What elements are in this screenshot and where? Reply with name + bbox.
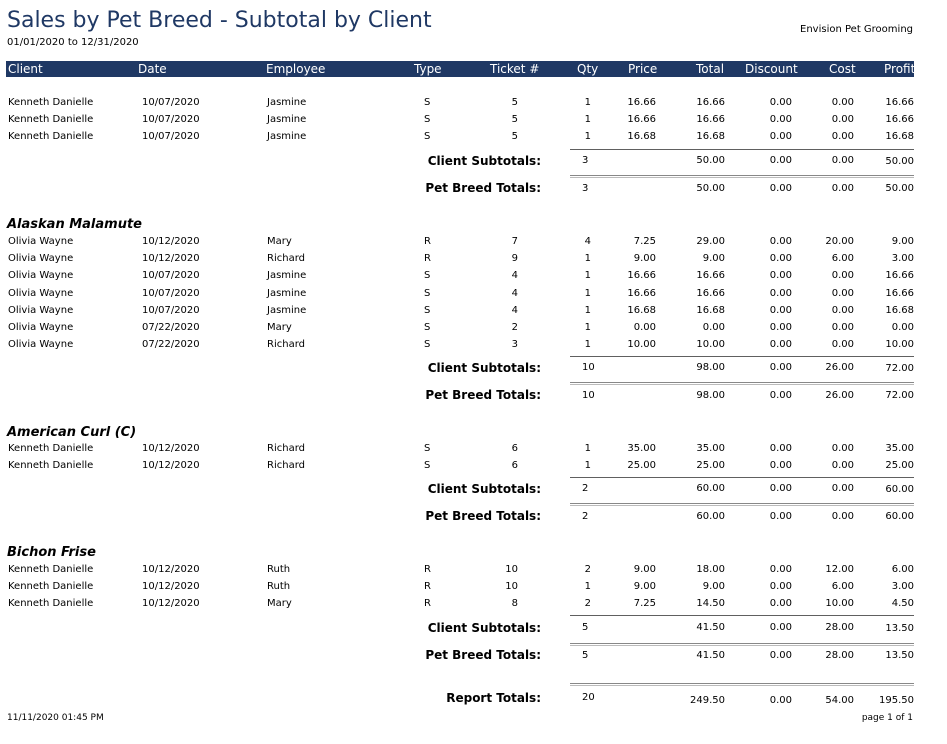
cell-client: Kenneth Danielle [8,443,94,454]
cell-type: R [424,564,431,575]
date-range: 01/01/2020 to 12/31/2020 [7,37,139,48]
cell-type: S [424,288,431,299]
cell-profit: 3.00 [891,253,914,264]
cell-profit: 16.68 [885,305,914,316]
cell-cost: 0.00 [831,288,854,299]
client-subtotals-label: Client Subtotals: [427,361,541,375]
cell-employee: Ruth [267,564,291,575]
breed-totals-label: Pet Breed Totals: [425,648,541,662]
cell-type: S [424,131,431,142]
cell-discount: 0.00 [769,305,792,316]
cell-profit: 10.00 [885,339,914,350]
cell-employee: Ruth [267,581,291,592]
col-price: Price [628,62,658,76]
report-totals-label: Report Totals: [446,691,541,705]
breed-total-total: 41.50 [696,650,725,661]
cell-discount: 0.00 [769,97,792,108]
cell-client: Kenneth Danielle [8,114,94,125]
cell-profit: 25.00 [885,460,914,471]
cell-total: 35.00 [696,443,725,454]
page-number: page 1 of 1 [861,713,913,723]
breed-totals-label: Pet Breed Totals: [425,388,541,402]
cell-client: Kenneth Danielle [8,460,94,471]
cell-total: 9.00 [702,253,725,264]
breed-total-total: 60.00 [696,511,725,522]
breed-total-discount: 0.00 [769,511,792,522]
cell-ticket: 8 [511,598,518,609]
cell-profit: 4.50 [891,598,914,609]
cell-qty: 1 [584,114,591,125]
cell-date: 10/12/2020 [142,598,200,609]
cell-ticket: 9 [511,253,518,264]
col-client: Client [8,62,43,76]
breed-total-cost: 28.00 [825,650,854,661]
cell-qty: 1 [584,270,591,281]
cell-cost: 0.00 [831,305,854,316]
cell-total: 9.00 [702,581,725,592]
cell-employee: Mary [267,598,292,609]
cell-type: S [424,443,431,454]
cell-ticket: 10 [505,581,518,592]
cell-client: Olivia Wayne [8,236,74,247]
cell-price: 16.68 [627,305,656,316]
subtotal-total: 41.50 [696,622,725,633]
cell-type: S [424,114,431,125]
cell-ticket: 6 [511,460,518,471]
cell-ticket: 4 [511,305,518,316]
cell-ticket: 5 [511,114,518,125]
cell-employee: Richard [267,339,305,350]
cell-qty: 1 [584,322,591,333]
cell-ticket: 7 [511,236,518,247]
cell-discount: 0.00 [769,236,792,247]
cell-profit: 16.66 [885,114,914,125]
cell-ticket: 4 [511,288,518,299]
cell-date: 10/12/2020 [142,236,200,247]
cell-discount: 0.00 [769,581,792,592]
cell-qty: 4 [584,236,591,247]
cell-discount: 0.00 [769,322,792,333]
subtotal-cost: 0.00 [831,483,854,494]
cell-total: 10.00 [696,339,725,350]
breed-total-profit: 13.50 [885,650,914,661]
cell-client: Kenneth Danielle [8,97,94,108]
subtotal-qty: 3 [582,155,589,166]
cell-discount: 0.00 [769,114,792,125]
cell-qty: 1 [584,253,591,264]
cell-price: 9.00 [633,253,656,264]
breed-total-discount: 0.00 [769,183,792,194]
client-subtotals-label: Client Subtotals: [427,154,541,168]
cell-employee: Jasmine [267,97,307,108]
breed-total-cost: 0.00 [831,511,854,522]
cell-client: Kenneth Danielle [8,581,94,592]
cell-profit: 9.00 [891,236,914,247]
subtotal-total: 98.00 [696,362,725,373]
cell-discount: 0.00 [769,339,792,350]
col-profit: Profit [884,62,916,76]
subtotal-cost: 28.00 [825,622,854,633]
subtotal-total: 60.00 [696,483,725,494]
subtotal-qty: 2 [582,483,589,494]
cell-type: S [424,97,431,108]
cell-employee: Jasmine [267,270,307,281]
cell-ticket: 5 [511,97,518,108]
cell-price: 7.25 [633,598,656,609]
column-header-bar [6,61,914,77]
subtotal-profit: 60.00 [885,484,914,495]
cell-cost: 0.00 [831,114,854,125]
cell-discount: 0.00 [769,253,792,264]
subtotal-cost: 0.00 [831,155,854,166]
breed-totals-label: Pet Breed Totals: [425,509,541,523]
cell-type: R [424,581,431,592]
breed-total-profit: 72.00 [885,390,914,401]
breed-total-qty: 5 [582,650,589,661]
cell-date: 07/22/2020 [142,339,200,350]
breed-total-qty: 2 [582,511,589,522]
cell-profit: 0.00 [891,322,914,333]
cell-date: 07/22/2020 [142,322,200,333]
cell-cost: 0.00 [831,97,854,108]
company-name: Envision Pet Grooming [800,24,913,35]
col-ticket: Ticket # [490,62,540,76]
cell-client: Kenneth Danielle [8,598,94,609]
cell-employee: Jasmine [267,305,307,316]
cell-type: S [424,460,431,471]
cell-discount: 0.00 [769,131,792,142]
cell-date: 10/12/2020 [142,443,200,454]
cell-cost: 0.00 [831,339,854,350]
cell-discount: 0.00 [769,598,792,609]
subtotal-qty: 5 [582,622,589,633]
cell-price: 7.25 [633,236,656,247]
cell-cost: 12.00 [825,564,854,575]
subtotal-profit: 72.00 [885,363,914,374]
cell-total: 25.00 [696,460,725,471]
cell-type: R [424,236,431,247]
cell-employee: Jasmine [267,131,307,142]
cell-profit: 16.66 [885,270,914,281]
cell-cost: 0.00 [831,270,854,281]
breed-total-cost: 26.00 [825,390,854,401]
cell-price: 16.66 [627,270,656,281]
report-total-qty: 20 [582,692,595,703]
cell-total: 14.50 [696,598,725,609]
cell-profit: 16.66 [885,288,914,299]
breed-total-total: 98.00 [696,390,725,401]
cell-qty: 1 [584,460,591,471]
cell-client: Olivia Wayne [8,288,74,299]
cell-discount: 0.00 [769,270,792,281]
cell-qty: 1 [584,443,591,454]
cell-profit: 16.68 [885,131,914,142]
cell-client: Olivia Wayne [8,305,74,316]
cell-qty: 2 [584,598,591,609]
cell-ticket: 4 [511,270,518,281]
cell-date: 10/12/2020 [142,460,200,471]
breed-total-discount: 0.00 [769,650,792,661]
breed-heading: American Curl (C) [7,425,137,440]
cell-price: 16.66 [627,288,656,299]
subtotal-discount: 0.00 [769,483,792,494]
cell-profit: 6.00 [891,564,914,575]
cell-employee: Jasmine [267,288,307,299]
cell-cost: 0.00 [831,460,854,471]
subtotal-profit: 13.50 [885,623,914,634]
col-cost: Cost [829,62,856,76]
report-total-cost: 54.00 [825,695,854,706]
subtotal-rule [570,615,914,616]
cell-type: S [424,270,431,281]
col-date: Date [138,62,167,76]
cell-total: 0.00 [702,322,725,333]
cell-profit: 3.00 [891,581,914,592]
print-timestamp: 11/11/2020 01:45 PM [7,713,104,723]
cell-ticket: 3 [511,339,518,350]
cell-discount: 0.00 [769,443,792,454]
cell-total: 16.66 [696,114,725,125]
cell-ticket: 6 [511,443,518,454]
cell-qty: 1 [584,305,591,316]
cell-date: 10/12/2020 [142,564,200,575]
cell-total: 16.68 [696,131,725,142]
cell-profit: 35.00 [885,443,914,454]
cell-price: 9.00 [633,564,656,575]
breed-heading: Bichon Frise [7,545,96,560]
breed-total-profit: 60.00 [885,511,914,522]
cell-price: 0.00 [633,322,656,333]
total-rule [570,175,914,178]
cell-ticket: 2 [511,322,518,333]
cell-cost: 20.00 [825,236,854,247]
breed-heading: Alaskan Malamute [7,217,142,232]
cell-date: 10/07/2020 [142,270,200,281]
subtotal-discount: 0.00 [769,622,792,633]
cell-qty: 2 [584,564,591,575]
cell-discount: 0.00 [769,288,792,299]
cell-price: 16.68 [627,131,656,142]
cell-ticket: 10 [505,564,518,575]
cell-qty: 1 [584,97,591,108]
cell-cost: 10.00 [825,598,854,609]
cell-type: S [424,305,431,316]
report-total-total: 249.50 [690,695,725,706]
subtotal-rule [570,356,914,357]
client-subtotals-label: Client Subtotals: [427,621,541,635]
breed-total-profit: 50.00 [885,183,914,194]
cell-ticket: 5 [511,131,518,142]
cell-date: 10/07/2020 [142,114,200,125]
cell-total: 16.66 [696,288,725,299]
cell-total: 18.00 [696,564,725,575]
cell-type: S [424,322,431,333]
breed-total-qty: 3 [582,183,589,194]
cell-date: 10/12/2020 [142,253,200,264]
subtotal-discount: 0.00 [769,362,792,373]
subtotal-rule [570,149,914,150]
subtotal-cost: 26.00 [825,362,854,373]
cell-discount: 0.00 [769,564,792,575]
col-total: Total [696,62,725,76]
report-total-rule [570,683,914,686]
cell-type: R [424,253,431,264]
cell-date: 10/07/2020 [142,97,200,108]
cell-client: Kenneth Danielle [8,564,94,575]
total-rule [570,382,914,385]
cell-profit: 16.66 [885,97,914,108]
cell-qty: 1 [584,339,591,350]
subtotal-total: 50.00 [696,155,725,166]
cell-total: 29.00 [696,236,725,247]
col-discount: Discount [745,62,798,76]
cell-client: Olivia Wayne [8,253,74,264]
cell-price: 16.66 [627,97,656,108]
col-employee: Employee [266,62,326,76]
col-qty: Qty [577,62,599,76]
breed-total-discount: 0.00 [769,390,792,401]
breed-total-total: 50.00 [696,183,725,194]
cell-client: Olivia Wayne [8,270,74,281]
client-subtotals-label: Client Subtotals: [427,482,541,496]
subtotal-profit: 50.00 [885,156,914,167]
cell-price: 35.00 [627,443,656,454]
cell-cost: 0.00 [831,131,854,142]
total-rule [570,643,914,646]
total-rule [570,503,914,506]
cell-total: 16.66 [696,270,725,281]
report-total-discount: 0.00 [769,695,792,706]
cell-discount: 0.00 [769,460,792,471]
cell-employee: Richard [267,460,305,471]
cell-cost: 6.00 [831,253,854,264]
col-type: Type [414,62,442,76]
cell-employee: Mary [267,236,292,247]
cell-qty: 1 [584,131,591,142]
cell-type: R [424,598,431,609]
cell-cost: 6.00 [831,581,854,592]
report-title: Sales by Pet Breed - Subtotal by Client [7,8,432,33]
cell-qty: 1 [584,288,591,299]
cell-client: Olivia Wayne [8,322,74,333]
cell-employee: Richard [267,253,305,264]
cell-date: 10/07/2020 [142,305,200,316]
cell-employee: Mary [267,322,292,333]
subtotal-qty: 10 [582,362,595,373]
report-total-profit: 195.50 [879,695,914,706]
cell-employee: Jasmine [267,114,307,125]
cell-date: 10/07/2020 [142,288,200,299]
cell-cost: 0.00 [831,443,854,454]
cell-date: 10/07/2020 [142,131,200,142]
cell-qty: 1 [584,581,591,592]
cell-type: S [424,339,431,350]
cell-date: 10/12/2020 [142,581,200,592]
breed-total-qty: 10 [582,390,595,401]
cell-total: 16.66 [696,97,725,108]
cell-price: 16.66 [627,114,656,125]
cell-client: Olivia Wayne [8,339,74,350]
cell-price: 25.00 [627,460,656,471]
cell-client: Kenneth Danielle [8,131,94,142]
subtotal-rule [570,477,914,478]
cell-total: 16.68 [696,305,725,316]
breed-total-cost: 0.00 [831,183,854,194]
subtotal-discount: 0.00 [769,155,792,166]
breed-totals-label: Pet Breed Totals: [425,181,541,195]
cell-employee: Richard [267,443,305,454]
cell-price: 9.00 [633,581,656,592]
cell-cost: 0.00 [831,322,854,333]
cell-price: 10.00 [627,339,656,350]
